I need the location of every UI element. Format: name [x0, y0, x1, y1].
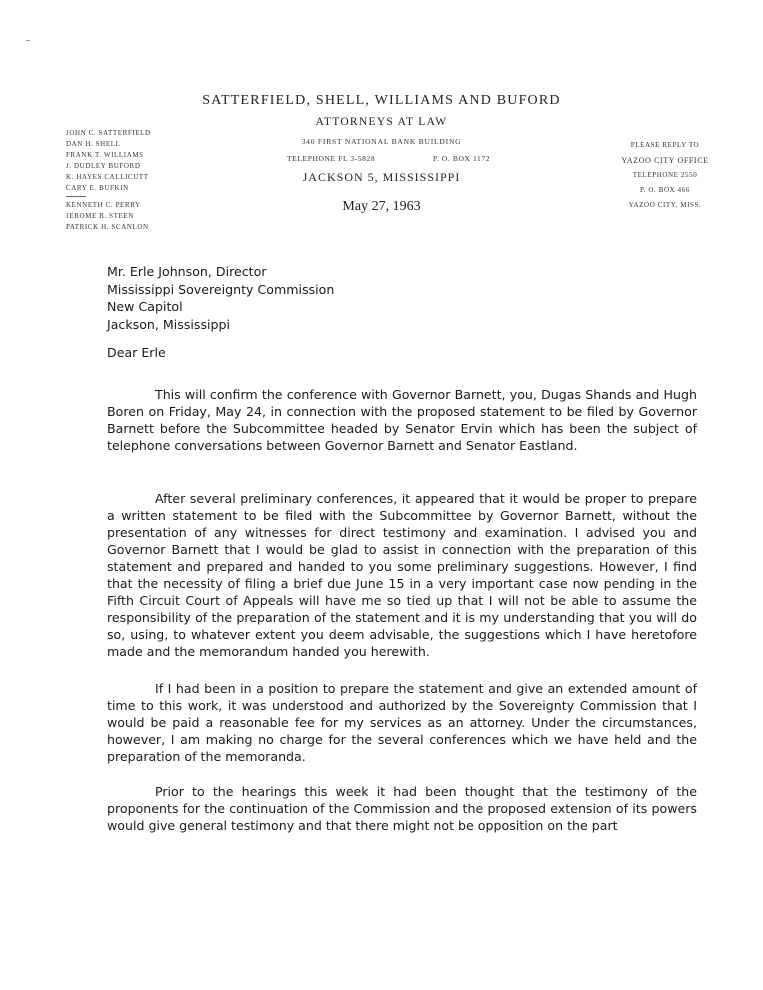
firm-city: JACKSON 5, MISSISSIPPI [302, 170, 461, 184]
paragraph: Prior to the hearings this week it had been thought that the testimony of the proponents for the continuation of the Commission and the proposed extension of its powers would give general testimony and that there might not be opposition on the part [107, 784, 697, 833]
reply-to-city: YAZOO CITY, MISS. [628, 201, 702, 209]
firm-name: SATTERFIELD, SHELL, WILLIAMS AND BUFORD [202, 93, 561, 108]
recipient-line: Mississippi Sovereignty Commission [107, 281, 335, 297]
recipient-line: Jackson, Mississippi [107, 316, 230, 332]
partner-divider [66, 196, 86, 197]
scan-mark [26, 40, 30, 41]
reply-to-office: YAZOO CITY OFFICE [621, 156, 709, 165]
reply-to-po-box: P. O. BOX 466 [639, 186, 690, 194]
paragraph: This will confirm the conference with Governor Barnett, you, Dugas Shands and Hugh Boren on Friday, May 24, in connection with the proposed statement to be filed by Governor Barnett before the Subcommittee headed by Senator Ervin which has been the subject of telephone conversations between Governor Barnett and Senator Eastland. [107, 387, 697, 453]
firm-po-box: P. O. BOX 1172 [433, 154, 491, 163]
firm-telephone: TELEPHONE FL 3-5828 [287, 154, 376, 163]
associate-name: JEROME B. STEEN [66, 212, 134, 220]
recipient-line: Mr. Erle Johnson, Director [107, 264, 267, 279]
letter-date: May 27, 1963 [342, 199, 421, 214]
associate-name: PATRICK H. SCANLON [66, 223, 149, 231]
firm-building: 340 FIRST NATIONAL BANK BUILDING [301, 137, 462, 146]
partner-name: J. DUDLEY BUFORD [66, 162, 141, 170]
partner-name: DAN H. SHELL [66, 140, 121, 148]
reply-to-telephone: TELEPHONE 2550 [632, 171, 698, 179]
recipient-line: New Capitol [107, 299, 183, 314]
partner-name: CARY E. BUFKIN [66, 184, 129, 192]
associate-name: KENNETH C. PERRY [66, 201, 141, 209]
partner-list [66, 128, 186, 233]
partner-name: K. HAYES CALLICUTT [66, 173, 149, 181]
paragraph: If I had been in a position to prepare the statement and give an extended amount of time to this work, it was understood and authorized by the Sovereignty Commission that I would be paid a reasonable fee for my services as an attorney. Under the circumstances, however, I am making no charge for the several conferences which we have held and the preparation of the memoranda. [107, 681, 697, 764]
paragraph: After several preliminary conferences, it appeared that it would be proper to prepare a written statement to be filed with the Subcommittee by Governor Barnett, without the presentation of any witnesses for direct testimony and examination. I advised you and Governor Barnett that I would be glad to assist in connection with the preparation of this statement and prepared and handed to you some preliminary suggestions. However, I find that the necessity of filing a brief due June 15 in a very important case now pending in the Fifth Circuit Court of Appeals will have me so tied up that I will not be able to assume the responsibility of the preparation of the statement and it is my understanding that you will do so, using, to whatever extent you deem advisable, the suggestions which I have heretofore made and the memorandum handed you herewith. [107, 491, 697, 659]
recipient-address [107, 263, 697, 333]
salutation: Dear Erle [107, 345, 166, 360]
reply-to-block [600, 138, 730, 213]
firm-subtitle: ATTORNEYS AT LAW [315, 116, 448, 128]
partner-name: JOHN C. SATTERFIELD [66, 129, 151, 137]
partner-name: FRANK T. WILLIAMS [66, 151, 144, 159]
reply-to-label: PLEASE REPLY TO [630, 141, 700, 149]
